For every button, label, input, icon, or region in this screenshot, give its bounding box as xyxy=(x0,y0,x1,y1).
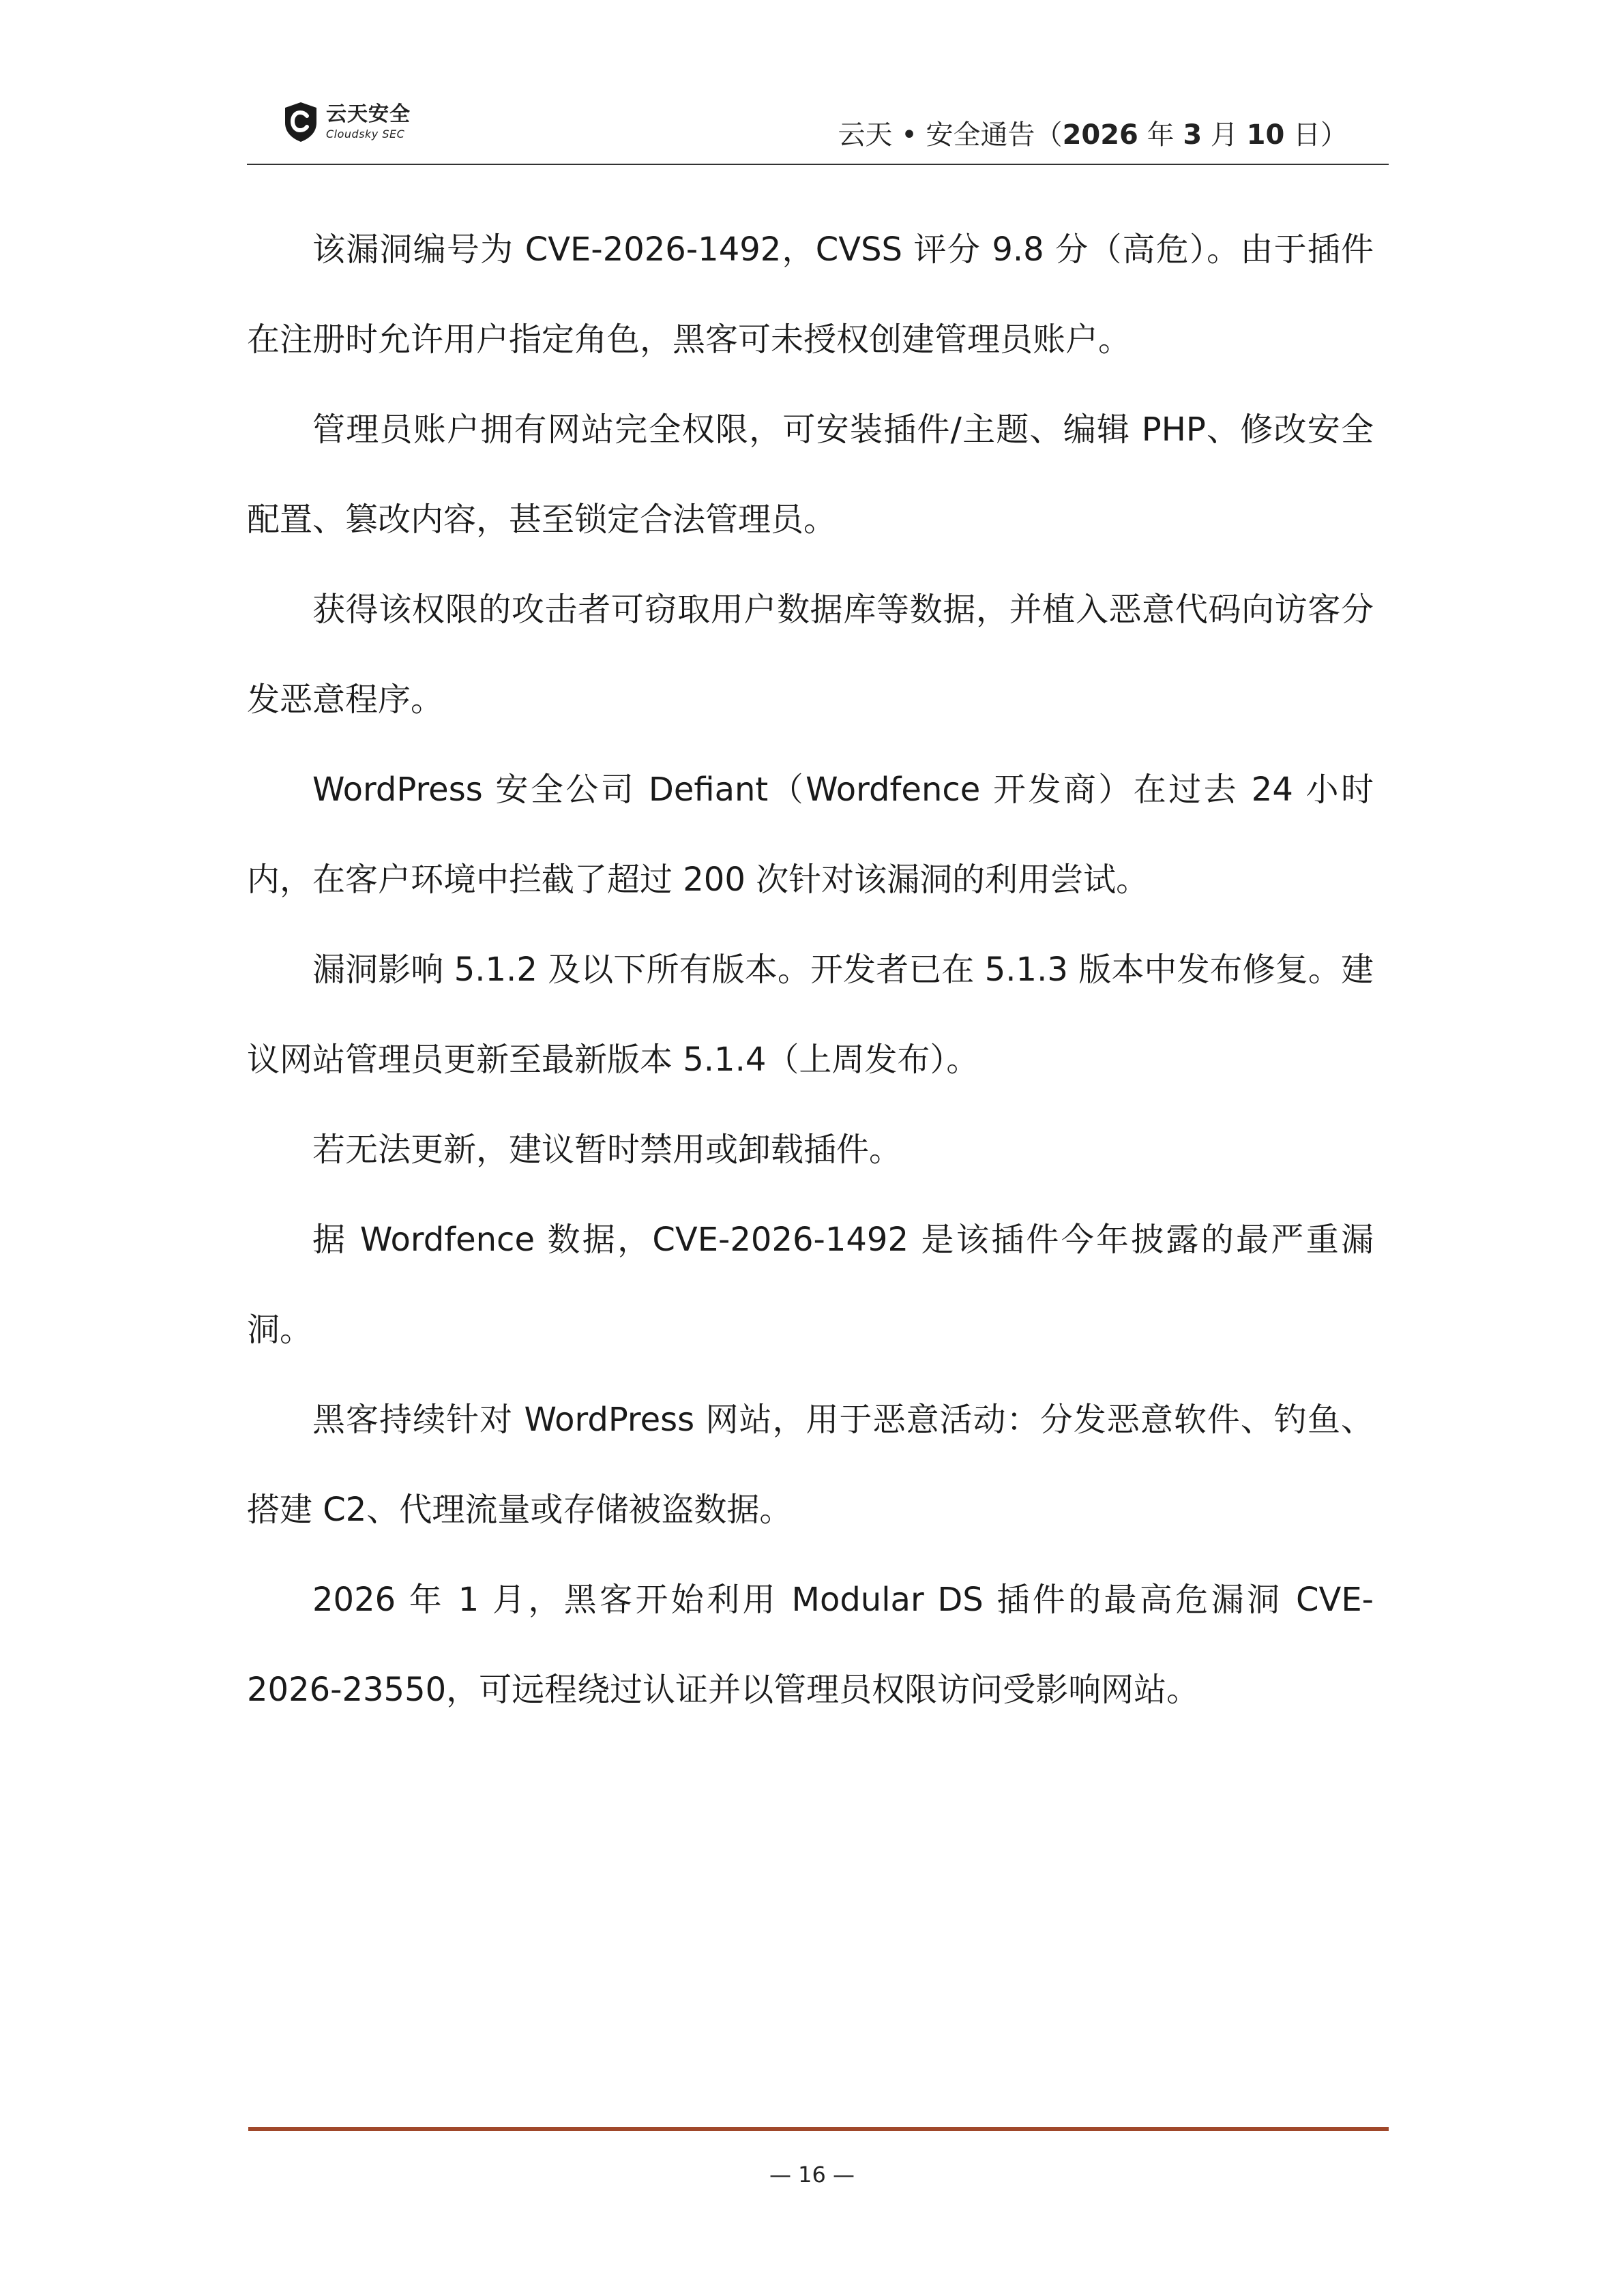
bulletin-year: 2026 xyxy=(1062,119,1138,151)
bulletin-day: 10 xyxy=(1246,119,1285,151)
paragraph: 2026 年 1 月，黑客开始利用 Modular DS 插件的最高危漏洞 CVE-2026-23550，可远程绕过认证并以管理员权限访问受影响网站。 xyxy=(247,1581,1374,1709)
logo-chinese-text: 云天安全 xyxy=(326,102,411,126)
paragraph: WordPress 安全公司 Defiant（Wordfence 开发商）在过去 24 小时内，在客户环境中拦截了超过 200 次针对该漏洞的利用尝试。 xyxy=(247,771,1374,899)
bulletin-year-suffix: 年 xyxy=(1138,119,1183,151)
logo-english-text: Cloudsky SEC xyxy=(326,128,405,140)
page-header xyxy=(247,95,1389,164)
paragraph: 若无法更新，建议暂时禁用或卸载插件。 xyxy=(312,1131,902,1169)
paragraph: 管理员账户拥有网站完全权限，可安装插件/主题、编辑 PHP、修改安全配置、篡改内容，甚至锁定合法管理员。 xyxy=(247,411,1374,539)
bulletin-title xyxy=(838,113,1348,152)
footer-divider xyxy=(248,2127,1389,2131)
document-body xyxy=(247,205,1374,1735)
company-logo xyxy=(282,101,411,143)
paragraph: 漏洞影响 5.1.2 及以下所有版本。开发者已在 5.1.3 版本中发布修复。建议网站管理员更新至最新版本 5.1.4（上周发布）。 xyxy=(247,951,1374,1079)
bulletin-title-prefix: 云天 • 安全通告（ xyxy=(838,119,1063,151)
shield-logo-icon xyxy=(282,101,319,143)
bulletin-day-suffix: 日） xyxy=(1284,119,1348,151)
paragraph: 据 Wordfence 数据，CVE-2026-1492 是该插件今年披露的最严重漏洞。 xyxy=(247,1221,1374,1349)
paragraph: 获得该权限的攻击者可窃取用户数据库等数据，并植入恶意代码向访客分发恶意程序。 xyxy=(247,591,1374,719)
bulletin-month-suffix: 月 xyxy=(1202,119,1247,151)
paragraph: 黑客持续针对 WordPress 网站，用于恶意活动：分发恶意软件、钓鱼、搭建 C2、代理流量或存储被盗数据。 xyxy=(247,1401,1374,1529)
bulletin-month: 3 xyxy=(1183,119,1202,151)
page-number: — 16 — xyxy=(769,2162,855,2188)
paragraph: 该漏洞编号为 CVE-2026-1492，CVSS 评分 9.8 分（高危）。由于插件在注册时允许用户指定角色，黑客可未授权创建管理员账户。 xyxy=(247,230,1374,359)
header-divider xyxy=(247,164,1389,165)
